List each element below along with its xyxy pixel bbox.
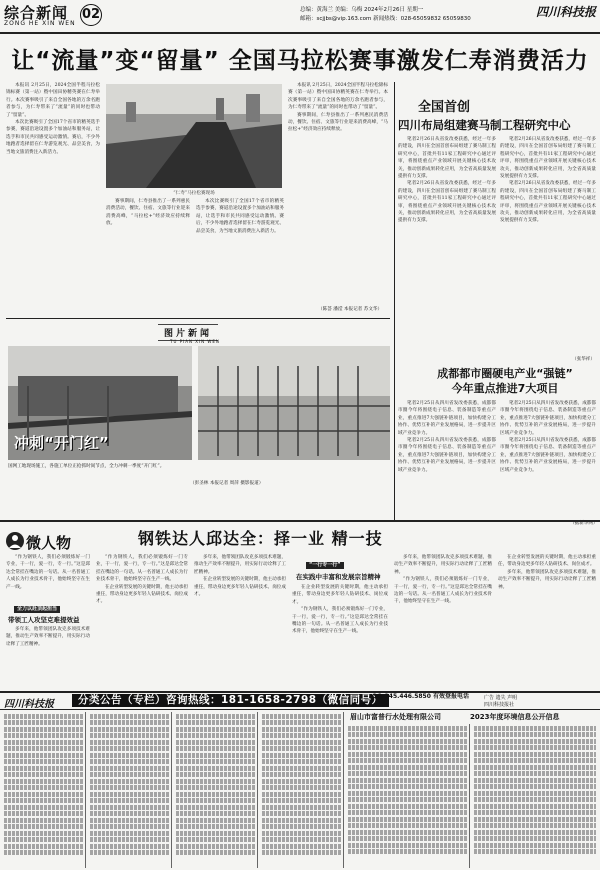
paper-logo: 四川科技报 (535, 5, 596, 19)
feature-body-1-b: “作为钢铁人，我们必须锻炼好一门专业，干一行，爱一行，专一行。”这是邱达全常挂在嘴边的一句话。从一名普通工人成长为行业技术骨干，他始终坚守在生产一线。 (96, 555, 188, 583)
right-story-body-3: 笔者2月26日从省发改委获悉，经过一年多的建设，四川在全国首创布局组建了赛马制工程研究中心，首批共有11家工程研究中心通过评审，将围绕重点产业领域开展关键核心技术攻关，推动创新成果转化应用，为全省高质量发展提供有力支撑。 (500, 137, 596, 180)
feature-column-1a (6, 554, 90, 604)
feature-body-3-c: 在企业转型发展的关键时期，他主动承担重任，带动身边更多年轻人钻研技术、岗位成才。 (292, 585, 388, 605)
ad-notice-2: 四川科技报社 (484, 702, 515, 708)
right-story-2-title (410, 366, 600, 396)
construction-photo-right (198, 346, 390, 460)
feature-body-2-c: 多年来，他带领团队攻克多项技术难题，推动生产效率不断提升，用实际行动诠释了工匠精神。 (394, 555, 492, 575)
ad-top-rule (0, 691, 600, 693)
right-story-body: 笔者2月26日从省发改委获悉，经过一年多的建设，四川在全国首创布局组建了赛马制工程研究中心，首批共有11家工程研究中心通过评审，将围绕重点产业领域开展关键核心技术攻关，推动创新成果转化应用，为全省高质量发展提供有力支撑。 (398, 137, 496, 180)
feature-subhead-2-box: “一行专一行” (306, 562, 344, 569)
marathon-photo-caption: “仁寿”马拉松赛现场 (173, 191, 215, 196)
marathon-crowd-image (106, 84, 282, 188)
marathon-photo (106, 84, 282, 188)
column-divider (394, 82, 395, 522)
lead-body-2: 本次比赛吸引了全国17个省市的精英选手参赛，赛道沿途设置多个加油站和服务站，让选手和市民共同感受运动激情。赛后，不少外地跑者选择留在仁寿游览观光、品尝美食，为当地文旅消费注入新活力。 (6, 120, 100, 155)
feature-column-6 (498, 554, 596, 690)
right-story-byline: （张华祥） (572, 357, 595, 362)
right-story-2-title-line2: 今年重点推进7大项目 (451, 382, 559, 395)
right-story-2-body: 笔者2月25日从四川省发改委获悉，成都都市圈今年将围绕电子信息、装备制造等重点产业，重点推进7大强链补链项目，加快构建分工协作、优势互补的产业发展格局，进一步提升区域产业竞争力。 (398, 401, 496, 436)
ad-contact: QQ:245.446.5850 有效登报电话 (372, 693, 469, 700)
right-story-2-title-line1: 成都都市圈硬电产业“强链” (437, 367, 573, 380)
lead-body-3: 赛事期间，仁寿县推出了一系列惠民消费活动，餐饮、住宿、文旅等行业迎来消费高峰，“马拉松+”经济效应持续释放。 (106, 199, 190, 227)
lead-story-column-3 (196, 198, 284, 308)
feature-body-3-b: 在企业转型发展的关键时期，他主动承担重任，带动身边更多年轻人钻研技术、岗位成才。 (194, 577, 286, 598)
lead-story-column-2 (106, 198, 190, 308)
feature-top-rule (0, 520, 600, 522)
classifieds-column-5 (346, 724, 470, 868)
picture-news-byline: （彭圣林 本报记者 周萍 摄影报道） (190, 481, 264, 486)
feature-body-2-d: 多年来，他带领团队攻克多项技术难题，推动生产效率不断提升，用实际行动诠释了工匠精神。 (498, 569, 596, 590)
section-pinyin: ZONG HE XIN WEN (4, 20, 76, 27)
classifieds-rule (0, 709, 600, 710)
lead-headline: 让“流量”变“留量” 全国马拉松赛事激发仁寿消费活力 (11, 48, 589, 74)
construction-photo-left (8, 346, 192, 460)
feature-body-1-c: “作为钢铁人，我们必须锻炼好一门专业，干一行，爱一行，专一行。”这是邱达全常挂在嘴边的一句话。从一名普通工人成长为行业技术骨干，他始终坚守在生产一线。 (292, 607, 388, 635)
right-story-2-body-2: 笔者2月25日从四川省发改委获悉，成都都市圈今年将围绕电子信息、装备制造等重点产业，重点推进7大强链补链项目，加快构建分工协作、优势互补的产业发展格局，进一步提升区域产业竞争力。 (398, 438, 496, 473)
picture-news-title: 图片新闻 (158, 324, 218, 341)
classifieds-column-3 (174, 712, 258, 868)
classifieds-column-2 (88, 712, 172, 868)
lead-story-column-1 (6, 82, 100, 306)
right-story-column-2 (500, 136, 596, 358)
right-story-2-column-2 (500, 400, 596, 520)
lead-body-1: 本报讯 2月25日，2024全国半程马拉松锦标赛（第一站）暨中国田协精英赛在仁寿举行。本次赛事吸引了来自全国各地的万余名跑者参与，为仁寿带来了“流量”的同时也带动了“留量”。 (6, 83, 100, 118)
feature-body-3-d: 在企业转型发展的关键时期，他主动承担重任，带动身边更多年轻人钻研技术、岗位成才。 (498, 555, 596, 568)
picture-news-subtitle: TU PIAN XIN WEN (170, 339, 220, 344)
ad-notice-1: 广告 遗失 声明 (484, 695, 518, 701)
right-story-2-body-4: 笔者2月25日从四川省发改委获悉，成都都市圈今年将围绕电子信息、装备制造等重点产业，重点推进7大强链补链项目，加快构建分工协作、优势互补的产业发展格局，进一步提升区域产业竞争力。 (500, 438, 596, 473)
right-story-2-column-1 (398, 400, 496, 520)
lead-body-1-repeat: 本报讯 2月25日，2024全国半程马拉松锦标赛（第一站）暨中国田协精英赛在仁寿举行。本次赛事吸引了来自全国各地的万余名跑者参与，为仁寿带来了“流量”的同时也带动了“留量”。 (288, 83, 388, 111)
lead-body-3-repeat: 赛事期间，仁寿县推出了一系列惠民消费活动，餐饮、住宿、文旅等行业迎来消费高峰，“马拉松+”经济效应持续释放。 (288, 112, 388, 133)
classified-seal-title-1: 眉山市富普行水处理有限公司 (350, 713, 441, 721)
feature-subhead-1: 带领工人攻坚克难提效益 (8, 616, 80, 624)
header-meta (300, 6, 530, 24)
feature-body-2: 多年来，他带领团队攻克多项技术难题，推动生产效率不断提升，用实际行动诠释了工匠精神。 (6, 627, 90, 647)
classified-ad-banner: 分类公告（专栏）咨询热线：181-1658-2798（微信同号） (72, 694, 389, 707)
feature-body-1: “作为钢铁人，我们必须锻炼好一门专业，干一行，爱一行，专一行。”这是邱达全常挂在嘴边的一句话。从一名普通工人成长为行业技术骨干，他始终坚守在生产一线。 (6, 555, 90, 590)
weiren-logo-text: 微人物 (26, 534, 72, 552)
page-header (0, 0, 600, 34)
feature-column-3 (194, 554, 286, 690)
right-story-body-4: 笔者2月26日从省发改委获悉，经过一年多的建设，四川在全国首创布局组建了赛马制工程研究中心，首批共有11家工程研究中心通过评审，将围绕重点产业领域开展关键核心技术攻关，推动创新成果转化应用，为全省高质量发展提供有力支撑。 (500, 181, 596, 224)
feature-subhead-2: 在实践中丰富和发展宗旨精神 (296, 573, 381, 581)
right-story-kicker: 全国首创 (418, 100, 471, 115)
feature-column-4 (292, 584, 388, 690)
feature-body-2-b: 多年来，他带领团队攻克多项技术难题，推动生产效率不断提升，用实际行动诠释了工匠精神。 (194, 555, 286, 575)
ad-paper-logo: 四川科技报 (4, 699, 54, 710)
classifieds-column-1 (2, 712, 86, 868)
page-number: 02 (80, 4, 102, 26)
lead-body-2-repeat: 本次比赛吸引了全国17个省市的精英选手参赛，赛道沿途设置多个加油站和服务站，让选手和市民共同感受运动激情。赛后，不少外地跑者选择留在仁寿游览观光、品尝美食，为当地文旅消费注入新活力。 (196, 199, 284, 234)
rebar-site-image (198, 346, 390, 460)
classifieds-column-4 (260, 712, 344, 868)
feature-column-2 (96, 554, 188, 690)
feature-column-5 (394, 554, 492, 690)
picture-news-rule (6, 318, 390, 319)
right-story-column-1 (398, 136, 496, 358)
lead-story-byline: （陈荟 潘滢 本报记者 苏文华） (318, 307, 383, 312)
picture-news-caption: 国网工地现场施工，各施工单位正抢抓时间节点，全力冲刺一季度“开门红”。 (8, 464, 165, 469)
classifieds-column-6 (472, 724, 598, 868)
feature-body-1-d: “作为钢铁人，我们必须锻炼好一门专业，干一行，爱一行，专一行。”这是邱达全常挂在嘴边的一句话。从一名普通工人成长为行业技术骨干，他始终坚守在生产一线。 (394, 577, 492, 605)
lead-story-column-4 (288, 82, 388, 306)
feature-subhead-1-box: 全力以赴顶起担当 (14, 606, 60, 613)
right-story-body-2: 笔者2月26日从省发改委获悉，经过一年多的建设，四川在全国首创布局组建了赛马制工程研究中心，首批共有11家工程研究中心通过评审，将围绕重点产业领域开展关键核心技术攻关，推动创新成果转化应用，为全省高质量发展提供有力支撑。 (398, 181, 496, 224)
right-story-title: 四川布局组建赛马制工程研究中心 (398, 118, 571, 132)
header-meta-line2: 邮箱：scjjbs@vip.163.com 新闻热线：028-65059832 65059830 (300, 16, 471, 22)
section-title: 综合新闻 (4, 4, 69, 22)
right-story-2-byline: （据新华网） (570, 521, 598, 526)
feature-column-1b (6, 626, 90, 690)
photo-overlay-text: 冲刺“开门红” (14, 434, 109, 452)
feature-title: 钢铁达人邱达全：择一业 精一技 (138, 529, 383, 548)
header-meta-line1: 总编：黄海兰 美编：乌梅 2024年2月26日 星期一 (300, 7, 424, 13)
classified-seal-title-2: 2023年度环境信息公开信息 (470, 713, 560, 721)
right-story-2-body-3: 笔者2月25日从四川省发改委获悉，成都都市圈今年将围绕电子信息、装备制造等重点产业，重点推进7大强链补链项目，加快构建分工协作、优势互补的产业发展格局，进一步提升区域产业竞争力。 (500, 401, 596, 436)
feature-body-3: 在企业转型发展的关键时期，他主动承担重任，带动身边更多年轻人钻研技术、岗位成才。 (96, 584, 188, 605)
